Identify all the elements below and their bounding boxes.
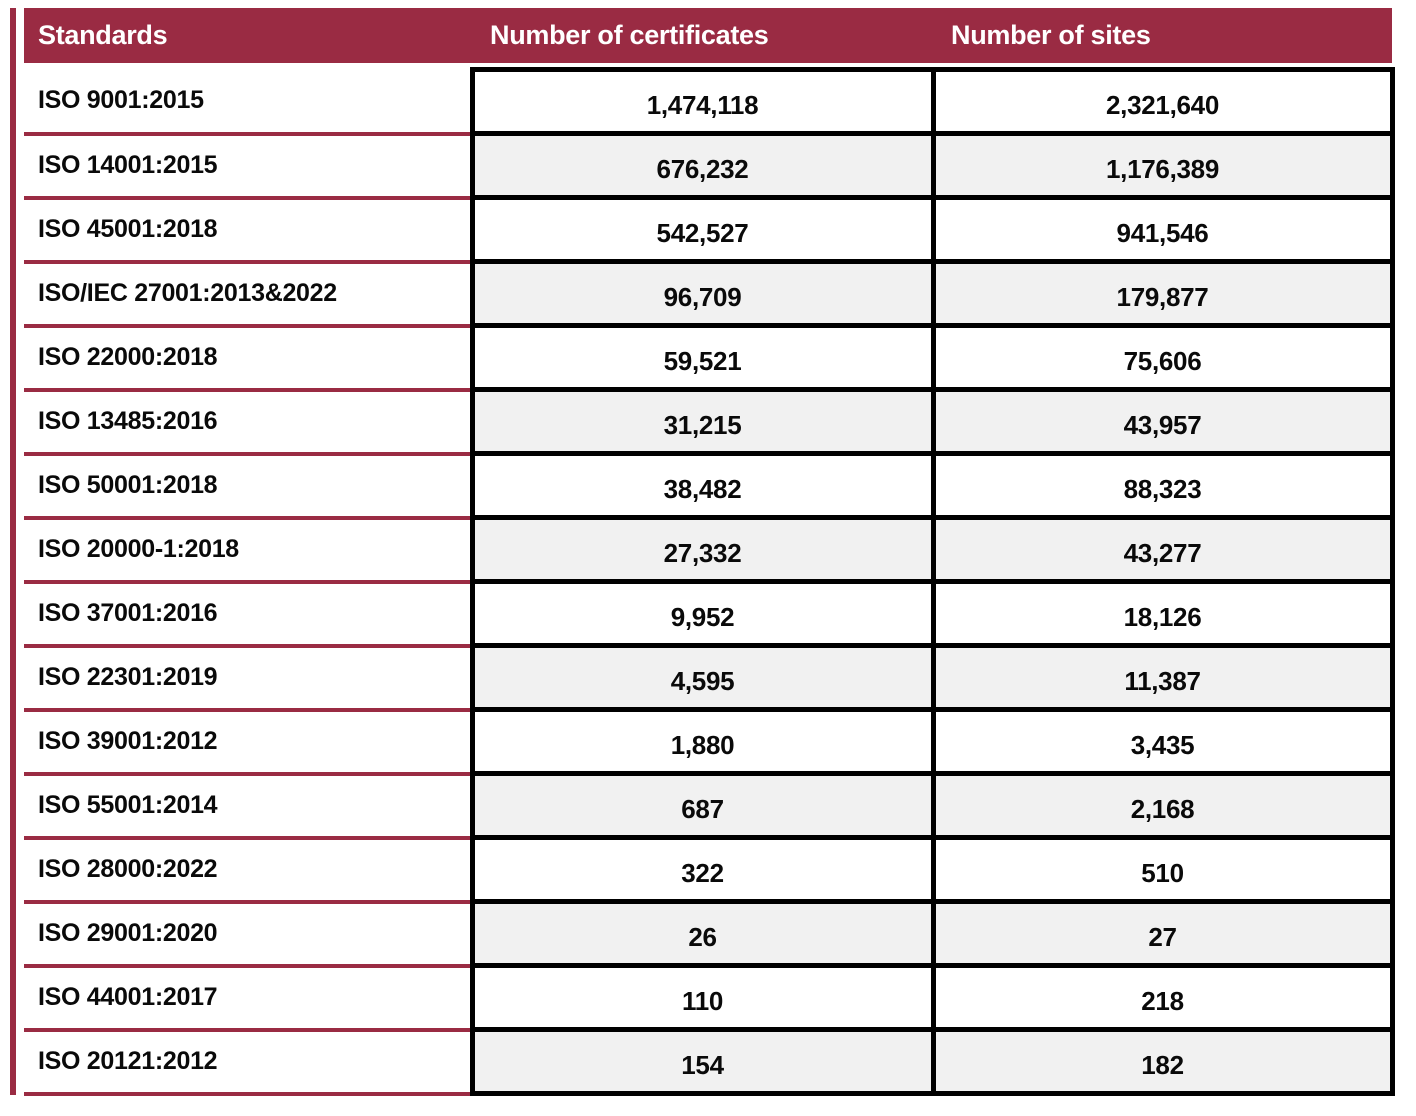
standard-cell: ISO 14001:2015	[24, 134, 472, 198]
sites-cell: 941,546	[933, 198, 1392, 262]
table-row	[24, 710, 1392, 774]
table-row	[24, 966, 1392, 1030]
certificates-cell: 4,595	[472, 646, 933, 710]
certificates-cell: 322	[472, 838, 933, 902]
table-row	[24, 70, 1392, 134]
standard-cell: ISO 22000:2018	[24, 326, 472, 390]
sites-cell: 510	[933, 838, 1392, 902]
sites-cell: 2,321,640	[933, 70, 1392, 134]
sites-cell: 88,323	[933, 454, 1392, 518]
sites-cell: 43,277	[933, 518, 1392, 582]
sites-cell: 43,957	[933, 390, 1392, 454]
table-row	[24, 902, 1392, 966]
table-left-border	[10, 8, 16, 1095]
table-row	[24, 134, 1392, 198]
certificates-cell: 27,332	[472, 518, 933, 582]
certificates-cell: 26	[472, 902, 933, 966]
table-row	[24, 326, 1392, 390]
standard-cell: ISO 9001:2015	[24, 70, 472, 134]
certificates-cell: 9,952	[472, 582, 933, 646]
standard-cell: ISO/IEC 27001:2013&2022	[24, 262, 472, 326]
standard-cell: ISO 13485:2016	[24, 390, 472, 454]
table-row	[24, 582, 1392, 646]
table-rows	[24, 70, 1392, 1094]
standard-cell: ISO 50001:2018	[24, 454, 472, 518]
table-row	[24, 1030, 1392, 1094]
certificates-cell: 31,215	[472, 390, 933, 454]
sites-cell: 3,435	[933, 710, 1392, 774]
standard-cell: ISO 55001:2014	[24, 774, 472, 838]
column-header-certificates: Number of certificates	[490, 20, 769, 50]
sites-cell: 1,176,389	[933, 134, 1392, 198]
standard-cell: ISO 28000:2022	[24, 838, 472, 902]
table-content	[24, 8, 1392, 1096]
certificates-cell: 96,709	[472, 262, 933, 326]
table-row	[24, 454, 1392, 518]
sites-cell: 218	[933, 966, 1392, 1030]
sites-cell: 18,126	[933, 582, 1392, 646]
standard-cell: ISO 44001:2017	[24, 966, 472, 1030]
sites-cell: 182	[933, 1030, 1392, 1094]
sites-cell: 11,387	[933, 646, 1392, 710]
table-row	[24, 518, 1392, 582]
sites-cell: 179,877	[933, 262, 1392, 326]
table-row	[24, 262, 1392, 326]
standard-cell: ISO 20000-1:2018	[24, 518, 472, 582]
standard-cell: ISO 39001:2012	[24, 710, 472, 774]
sites-cell: 75,606	[933, 326, 1392, 390]
standard-cell: ISO 45001:2018	[24, 198, 472, 262]
certificates-cell: 59,521	[472, 326, 933, 390]
table-body	[24, 67, 1395, 1096]
certificates-cell: 154	[472, 1030, 933, 1094]
certificates-cell: 676,232	[472, 134, 933, 198]
certificates-cell: 1,474,118	[472, 70, 933, 134]
certificates-cell: 110	[472, 966, 933, 1030]
standard-cell: ISO 20121:2012	[24, 1030, 472, 1094]
certificates-cell: 687	[472, 774, 933, 838]
certificates-cell: 1,880	[472, 710, 933, 774]
standard-cell: ISO 22301:2019	[24, 646, 472, 710]
standard-cell: ISO 37001:2016	[24, 582, 472, 646]
sites-cell: 2,168	[933, 774, 1392, 838]
certificates-cell: 38,482	[472, 454, 933, 518]
table-row	[24, 646, 1392, 710]
table-header-row	[24, 8, 1392, 63]
column-header-standards: Standards	[38, 20, 168, 50]
table-row	[24, 390, 1392, 454]
column-header-sites: Number of sites	[951, 20, 1151, 50]
standard-cell: ISO 29001:2020	[24, 902, 472, 966]
certificates-cell: 542,527	[472, 198, 933, 262]
sites-cell: 27	[933, 902, 1392, 966]
table-row	[24, 838, 1392, 902]
table-row	[24, 774, 1392, 838]
table-row	[24, 198, 1392, 262]
standards-table	[10, 8, 1392, 1096]
